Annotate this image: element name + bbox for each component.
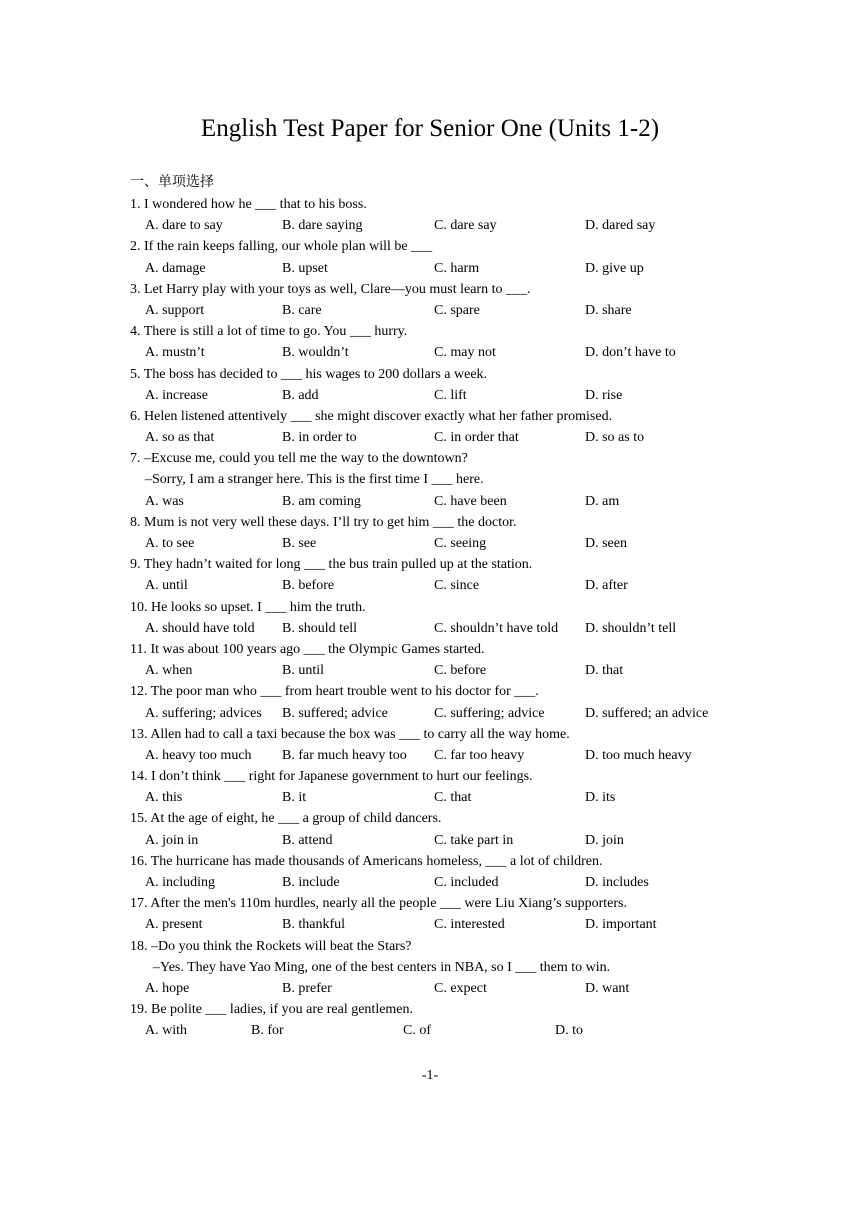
option-c: C. before	[434, 663, 487, 679]
option-c: C. suffering; advice	[434, 705, 545, 721]
question-stem: 17. After the men's 110m hurdles, nearly all the people ___ were Liu Xiang’s supporters.	[130, 896, 627, 912]
question-stem: 18. –Do you think the Rockets will beat the Stars?	[130, 938, 412, 954]
option-a: A. support	[145, 302, 205, 318]
option-d: D. seen	[585, 536, 627, 551]
option-b: B. in order to	[282, 430, 357, 446]
option-a: A. including	[145, 875, 215, 890]
option-a: A. damage	[145, 260, 206, 276]
option-b: B. it	[282, 790, 307, 806]
question-18	[130, 936, 830, 1000]
option-b: B. far much heavy too	[282, 747, 407, 763]
option-b: B. for	[251, 1023, 284, 1039]
option-b: B. dare saying	[282, 218, 363, 234]
question-11	[130, 639, 830, 681]
option-b: B. attend	[282, 832, 333, 848]
question-stem: 5. The boss has decided to ___ his wages to 200 dollars a week.	[130, 366, 488, 382]
option-b: B. prefer	[282, 980, 332, 996]
option-c: C. far too heavy	[434, 747, 525, 763]
option-d: D. share	[585, 302, 632, 318]
answer-options	[130, 914, 830, 935]
question-stem: 15. At the age of eight, he ___ a group of child dancers.	[130, 811, 442, 827]
question-13	[130, 724, 830, 766]
option-a: A. should have told	[145, 620, 255, 636]
option-d: D. too much heavy	[585, 747, 692, 763]
option-d: D. dared say	[585, 218, 656, 234]
question-2	[130, 236, 830, 278]
option-c: C. that	[434, 790, 472, 806]
option-a: A. increase	[145, 387, 208, 403]
question-stem: 13. Allen had to call a taxi because the box was ___ to carry all the way home.	[130, 726, 570, 742]
answer-options	[130, 787, 830, 808]
answer-options	[130, 618, 830, 639]
option-d: D. includes	[585, 875, 649, 890]
answer-options	[130, 533, 830, 554]
answer-options	[130, 575, 830, 596]
answer-options	[130, 342, 830, 363]
question-stem: 10. He looks so upset. I ___ him the truth.	[130, 599, 366, 615]
option-c: C. harm	[434, 260, 480, 276]
answer-options	[130, 978, 830, 999]
option-d: D. don’t have to	[585, 345, 676, 361]
question-stem: 8. Mum is not very well these days. I’ll try to get him ___ the doctor.	[130, 514, 517, 530]
option-b: B. wouldn’t	[282, 345, 349, 361]
question-stem: 6. Helen listened attentively ___ she might discover exactly what her father promised.	[130, 408, 613, 424]
answer-options	[130, 215, 830, 236]
question-stem: 16. The hurricane has made thousands of Americans homeless, ___ a lot of children.	[130, 853, 603, 869]
option-d: D. that	[585, 663, 624, 679]
answer-options	[130, 258, 830, 279]
option-c: C. have been	[434, 493, 507, 509]
option-d: D. so as to	[585, 430, 645, 446]
question-stem: 14. I don’t think ___ right for Japanese government to hurt our feelings.	[130, 769, 533, 785]
question-12	[130, 681, 830, 723]
option-a: A. dare to say	[145, 218, 223, 234]
question-stem: 2. If the rain keeps falling, our whole plan will be ___	[130, 239, 433, 255]
option-a: A. when	[145, 663, 193, 679]
question-1	[130, 194, 830, 236]
question-15	[130, 808, 830, 850]
answer-options	[130, 427, 830, 448]
question-16	[130, 851, 830, 893]
question-stem-continued: –Yes. They have Yao Ming, one of the best centers in NBA, so I ___ them to win.	[153, 959, 611, 975]
question-3	[130, 279, 830, 321]
option-c: C. take part in	[434, 832, 514, 848]
question-stem: 9. They hadn’t waited for long ___ the bus train pulled up at the station.	[130, 557, 533, 573]
option-a: A. mustn’t	[145, 345, 205, 361]
option-b: B. include	[282, 875, 340, 890]
answer-options	[130, 830, 830, 851]
option-c: C. spare	[434, 302, 480, 318]
option-a: A. this	[145, 790, 183, 806]
question-stem: 1. I wondered how he ___ that to his boss.	[130, 197, 367, 212]
answer-options	[130, 300, 830, 321]
option-d: D. want	[585, 980, 630, 996]
question-10	[130, 597, 830, 639]
question-stem: 3. Let Harry play with your toys as well, Clare—you must learn to ___.	[130, 281, 531, 297]
option-c: C. seeing	[434, 536, 487, 551]
option-b: B. add	[282, 387, 319, 403]
answer-options	[130, 385, 830, 406]
question-stem: 7. –Excuse me, could you tell me the way to the downtown?	[130, 451, 468, 467]
option-b: B. before	[282, 578, 335, 594]
option-d: D. to	[555, 1023, 583, 1039]
question-stem: 19. Be polite ___ ladies, if you are real gentlemen.	[130, 1002, 414, 1018]
question-8	[130, 512, 830, 554]
page-number: -1-	[421, 1068, 439, 1083]
question-17	[130, 893, 830, 935]
option-c: C. since	[434, 578, 480, 594]
question-5	[130, 364, 830, 406]
answer-options	[130, 703, 830, 724]
option-c: C. of	[403, 1023, 431, 1039]
option-d: D. shouldn’t tell	[585, 620, 677, 636]
section-heading: 一、单项选择	[130, 174, 214, 190]
option-b: B. should tell	[282, 620, 358, 636]
option-a: A. suffering; advices	[145, 705, 262, 721]
option-c: C. in order that	[434, 430, 519, 446]
question-19	[130, 999, 830, 1041]
option-a: A. with	[145, 1023, 187, 1039]
answer-options	[130, 491, 830, 512]
option-c: C. lift	[434, 387, 467, 403]
option-a: A. hope	[145, 980, 190, 996]
question-4	[130, 321, 830, 363]
option-b: B. care	[282, 302, 322, 318]
option-a: A. until	[145, 578, 188, 594]
option-c: C. included	[434, 875, 499, 890]
option-d: D. suffered; an advice	[585, 705, 709, 721]
answer-options	[130, 745, 830, 766]
option-d: D. am	[585, 493, 620, 509]
question-stem-continued: –Sorry, I am a stranger here. This is the first time I ___ here.	[145, 472, 484, 488]
option-a: A. was	[145, 493, 184, 509]
option-a: A. to see	[145, 536, 195, 551]
question-9	[130, 554, 830, 596]
option-a: A. join in	[145, 832, 199, 848]
question-6	[130, 406, 830, 448]
question-7	[130, 448, 830, 512]
option-c: C. interested	[434, 917, 505, 933]
option-c: C. shouldn’t have told	[434, 620, 559, 636]
question-stem: 12. The poor man who ___ from heart trouble went to his doctor for ___.	[130, 684, 539, 700]
option-d: D. important	[585, 917, 657, 933]
option-c: C. expect	[434, 980, 487, 996]
option-c: C. may not	[434, 345, 496, 361]
option-d: D. join	[585, 832, 624, 848]
answer-options	[130, 660, 830, 681]
option-b: B. thankful	[282, 917, 345, 933]
option-b: B. see	[282, 536, 317, 551]
option-d: D. after	[585, 578, 628, 594]
option-a: A. heavy too much	[145, 747, 252, 763]
question-stem: 11. It was about 100 years ago ___ the Olympic Games started.	[130, 641, 485, 657]
page-title: English Test Paper for Senior One (Units 1-2)	[200, 115, 660, 142]
option-c: C. dare say	[434, 218, 497, 234]
option-b: B. suffered; advice	[282, 705, 388, 721]
option-d: D. its	[585, 790, 616, 806]
option-a: A. present	[145, 917, 203, 933]
question-stem: 4. There is still a lot of time to go. You ___ hurry.	[130, 324, 408, 340]
answer-options	[130, 872, 830, 893]
option-d: D. rise	[585, 387, 623, 403]
question-14	[130, 766, 830, 808]
option-b: B. until	[282, 663, 325, 679]
option-a: A. so as that	[145, 430, 215, 446]
option-b: B. am coming	[282, 493, 361, 509]
question-list	[130, 194, 830, 1042]
answer-options	[130, 1020, 830, 1041]
option-b: B. upset	[282, 260, 328, 276]
option-d: D. give up	[585, 260, 644, 276]
